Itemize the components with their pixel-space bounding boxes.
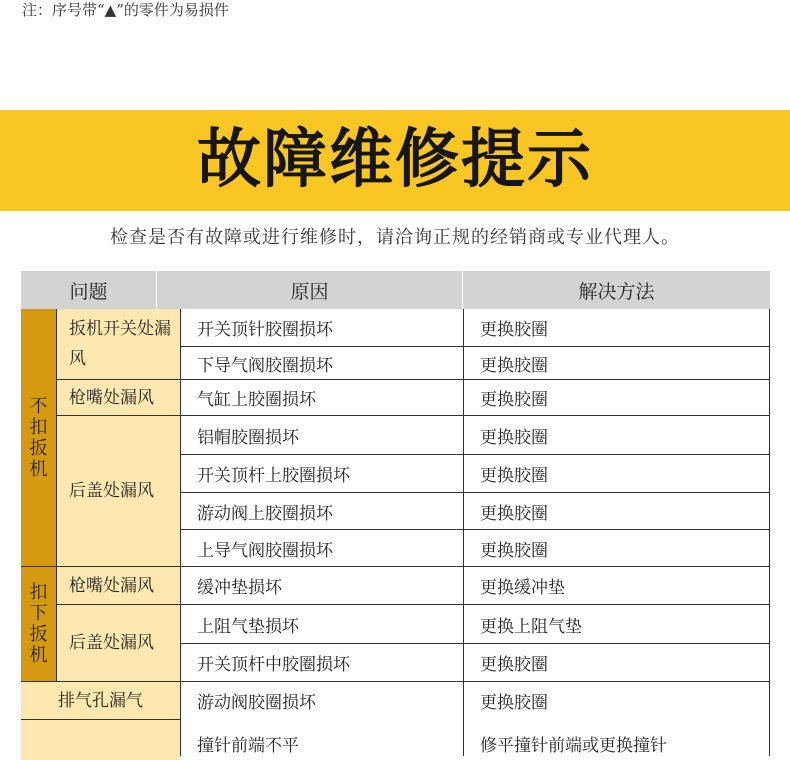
- solution-cell: 更换胶圈: [463, 644, 770, 682]
- cause-cell: 气缸上胶圈损坏: [180, 380, 463, 416]
- solution-cell: 更换胶圈: [463, 347, 770, 380]
- troubleshooting-table: [21, 271, 770, 756]
- solution-cell: 更换胶圈: [463, 416, 770, 455]
- problem-cell: 扳机开关处漏风: [56, 309, 180, 380]
- problem-cell: 后盖处漏风: [56, 416, 180, 567]
- problem-cell: 排气孔漏气: [21, 682, 180, 720]
- cause-cell: 上导气阀胶圈损坏: [180, 530, 463, 567]
- cause-cell: 上阻气垫损坏: [180, 605, 463, 644]
- cause-cell: 游动阀上胶圈损坏: [180, 493, 463, 530]
- group-cell: [21, 309, 56, 567]
- problem-cell: 后盖处漏风: [56, 605, 180, 682]
- header-solution: 解决方法: [463, 271, 770, 309]
- footnote: 注：序号带“▲”的零件为易损件: [22, 1, 229, 19]
- cause-cell: 开关顶杆上胶圈损坏: [180, 455, 463, 493]
- header-cause: 原因: [157, 271, 463, 309]
- cause-cell: 撞针前端不平: [180, 716, 463, 756]
- group-label: 扣下扳机: [29, 582, 48, 666]
- solution-cell: 更换胶圈: [463, 380, 770, 416]
- solution-cell: 更换胶圈: [463, 309, 770, 347]
- solution-cell: 更换胶圈: [463, 530, 770, 567]
- cause-cell: 游动阀胶圈损坏: [180, 682, 463, 720]
- solution-cell: 更换上阻气垫: [463, 605, 770, 644]
- problem-cell: [21, 720, 180, 760]
- cause-cell: 下导气阀胶圈损坏: [180, 347, 463, 380]
- cause-cell: 缓冲垫损坏: [180, 567, 463, 605]
- solution-cell: 更换缓冲垫: [463, 567, 770, 605]
- page-title: 故障维修提示: [197, 123, 593, 197]
- cause-cell: 铝帽胶圈损坏: [180, 416, 463, 455]
- cause-cell: 开关顶杆中胶圈损坏: [180, 644, 463, 682]
- group-cell: [21, 567, 56, 682]
- problem-cell: 枪嘴处漏风: [56, 380, 180, 416]
- solution-cell: 更换胶圈: [463, 455, 770, 493]
- solution-cell: 更换胶圈: [463, 682, 770, 720]
- solution-cell: 修平撞针前端或更换撞针: [463, 716, 770, 756]
- header-problem: 问题: [21, 271, 157, 309]
- solution-cell: 更换胶圈: [463, 493, 770, 530]
- problem-cell: 枪嘴处漏风: [56, 567, 180, 605]
- service-advice: 检查是否有故障或进行维修时，请洽询正规的经销商或专业代理人。: [110, 227, 680, 248]
- group-label: 不扣扳机: [29, 395, 48, 480]
- cause-cell: 开关顶针胶圈损坏: [180, 309, 463, 347]
- title-banner: [0, 110, 790, 211]
